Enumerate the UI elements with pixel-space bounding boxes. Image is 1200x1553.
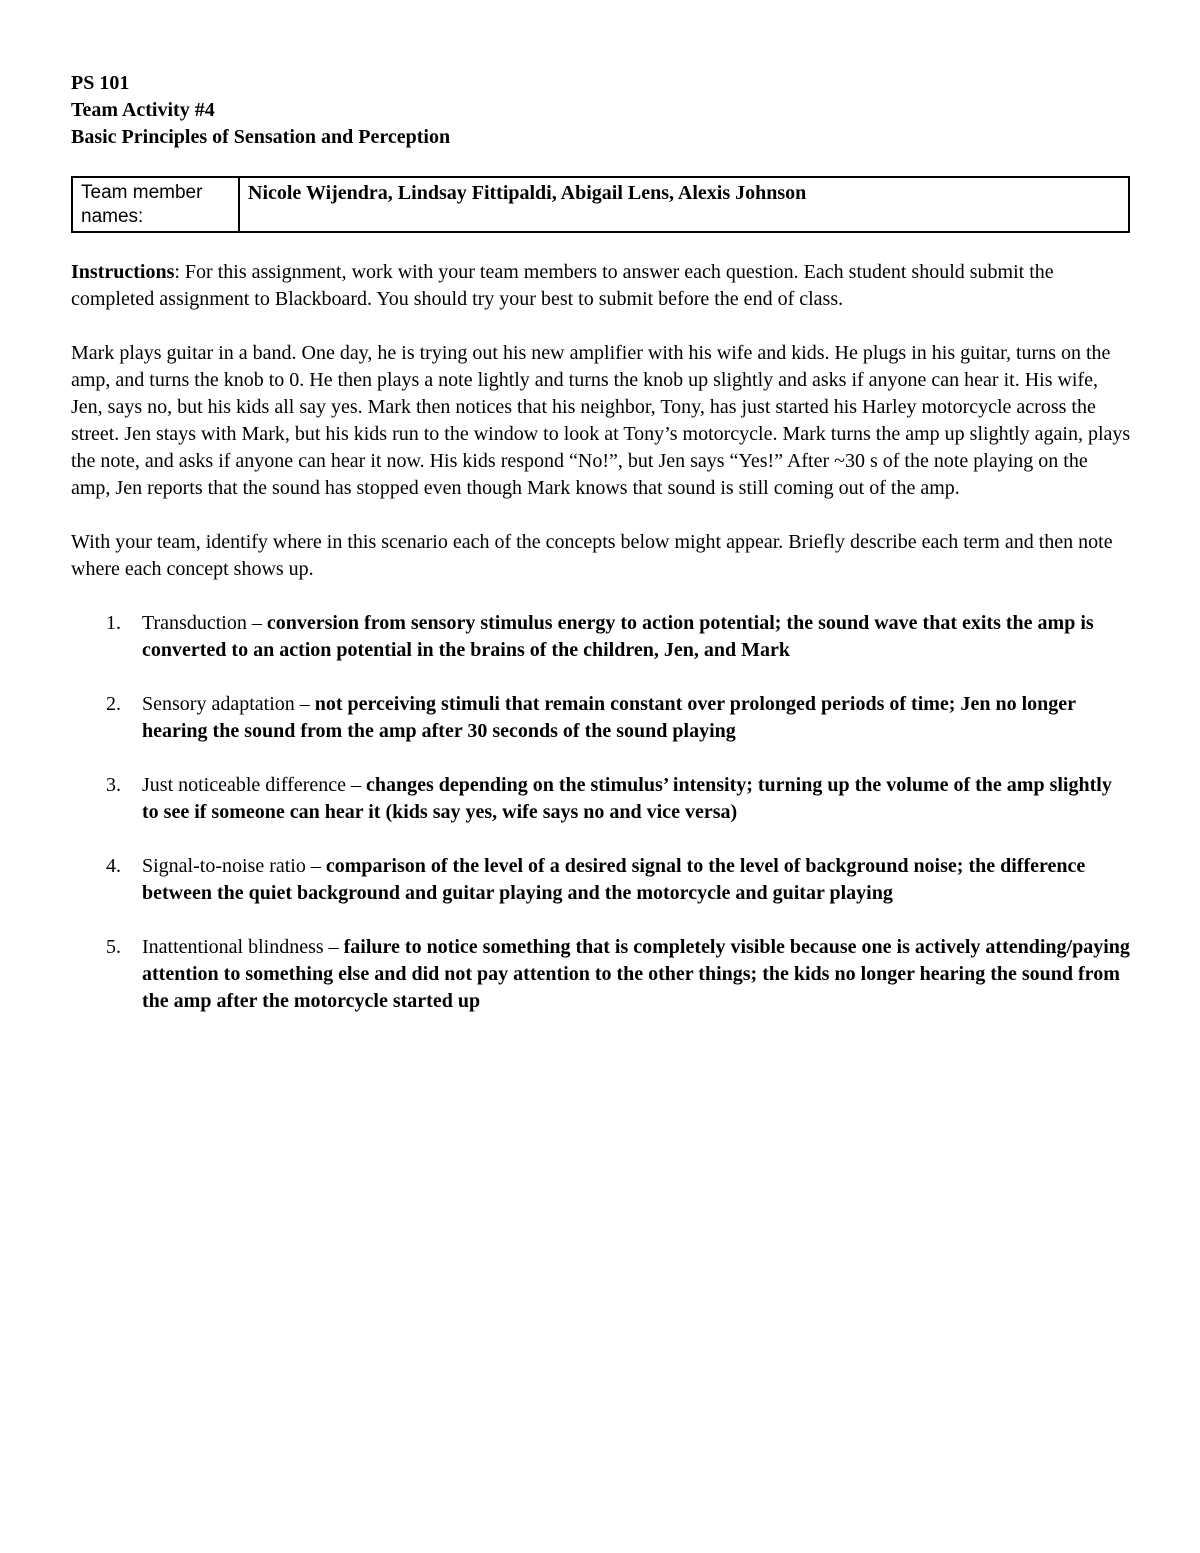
concept-number: 5. [106,936,121,958]
concept-item-sensory-adaptation [71,691,1131,745]
concept-item-signal-to-noise [71,853,1131,907]
team-members-names: Nicole Wijendra, Lindsay Fittipaldi, Abigail Lens, Alexis Johnson [239,177,1129,232]
concept-term: Inattentional blindness – [142,936,344,958]
instructions-text: : For this assignment, work with your team members to answer each question. Each student should submit the completed assignment to Blackboard. You should try your best to submit before the end of class. [71,261,1054,310]
concept-number: 2. [106,693,121,715]
team-members-label: Team member names: [72,177,239,232]
concept-item-inattentional-blindness [71,934,1131,1015]
concept-number: 4. [106,855,121,877]
course-code: PS 101 [71,72,130,94]
instructions-label: Instructions [71,261,175,283]
concept-number: 3. [106,774,121,796]
concept-term: Signal-to-noise ratio – [142,855,326,877]
instructions-paragraph [71,259,1131,313]
concept-term: Sensory adaptation – [142,693,315,715]
document-page [71,70,1131,1042]
concept-answer: comparison of the level of a desired signal to the level of background noise; the difference between the quiet background and guitar playing and the motorcycle and guitar playing [142,855,1086,904]
concept-answer: not perceiving stimuli that remain constant over prolonged periods of time; Jen no longer hearing the sound from the amp after 30 seconds of the sound playing [142,693,1076,742]
task-paragraph: With your team, identify where in this scenario each of the concepts below might appear. Briefly describe each term and then note where each concept shows up. [71,531,1113,580]
topic-title: Basic Principles of Sensation and Perception [71,126,451,148]
concept-answer: failure to notice something that is completely visible because one is actively attending/paying attention to something else and did not pay attention to the other things; the kids no longer hearing the sound from the amp after the motorcycle started up [142,936,1130,1012]
concept-answer: conversion from sensory stimulus energy to action potential; the sound wave that exits the amp is converted to an action potential in the brains of the children, Jen, and Mark [142,612,1094,661]
concept-list [71,610,1131,1015]
scenario-paragraph: Mark plays guitar in a band. One day, he is trying out his new amplifier with his wife and kids. He plugs in his guitar, turns on the amp, and turns the knob to 0. He then plays a note lightly and turns the knob up slightly and asks if anyone can hear it. His wife, Jen, says no, but his kids all say yes. Mark then notices that his neighbor, Tony, has just started his Harley motorcycle across the street. Jen stays with Mark, but his kids run to the window to look at Tony’s motorcycle. Mark turns the amp up slightly again, plays the note, and asks if anyone can hear it now. His kids respond “No!”, but Jen says “Yes!” After ~30 s of the note playing on the amp, Jen reports that the sound has stopped even though Mark knows that sound is still coming out of the amp. [71,342,1131,499]
concept-item-just-noticeable-difference [71,772,1131,826]
activity-title: Team Activity #4 [71,99,215,121]
concept-answer: changes depending on the stimulus’ intensity; turning up the volume of the amp slightly to see if someone can hear it (kids say yes, wife says no and vice versa) [142,774,1112,823]
concept-item-transduction [71,610,1131,664]
concept-term: Just noticeable difference – [142,774,366,796]
team-members-row [72,177,1129,232]
concept-term: Transduction – [142,612,267,634]
concept-number: 1. [106,612,121,634]
team-members-table [71,176,1130,233]
